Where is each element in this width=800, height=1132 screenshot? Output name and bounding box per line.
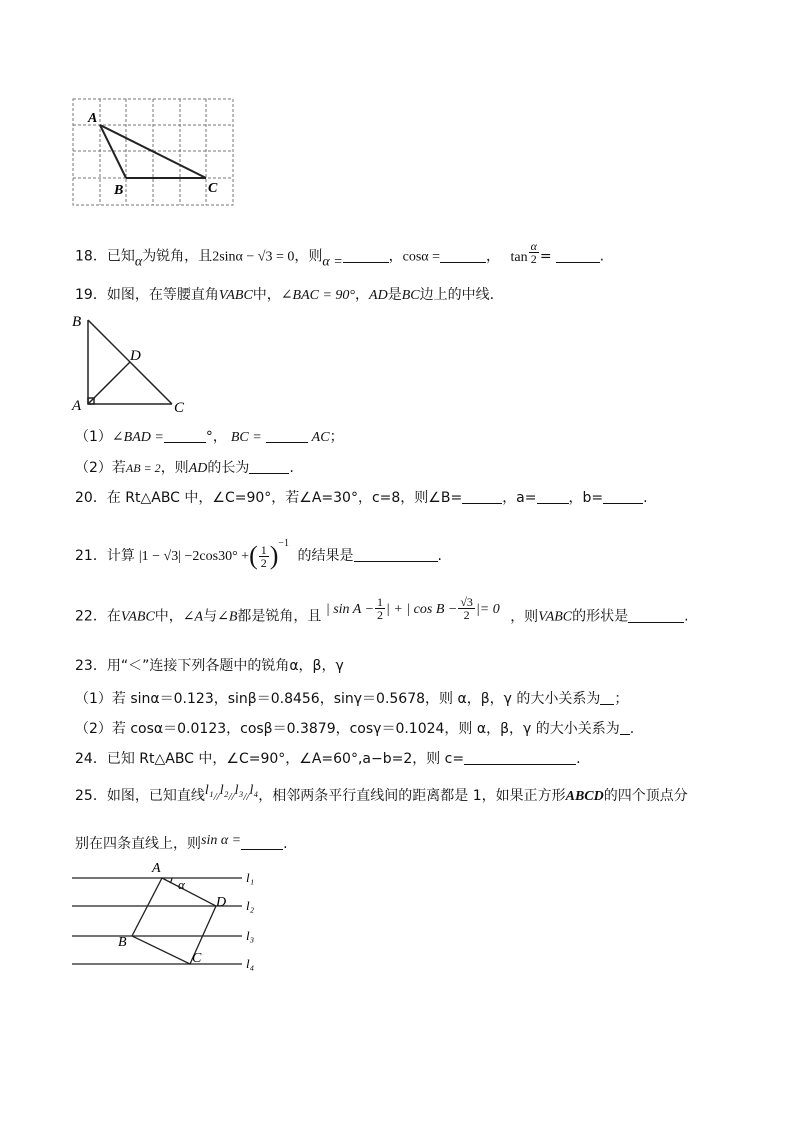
answer-blank[interactable] <box>537 489 569 504</box>
half-fraction: $\frac{1}{2}$ <box>377 595 384 622</box>
question-18: 18．已知α为锐角，且2sinα − √3 = 0，则α = ，cosα = ， tan $\frac{\alpha}{2}$ = . <box>75 239 605 270</box>
tan-fraction: $\frac{\alpha}{2}$ <box>530 239 537 266</box>
label-C: C <box>192 951 202 966</box>
answer-blank[interactable] <box>620 720 630 735</box>
answer-blank[interactable] <box>164 428 206 443</box>
question-19-part1: （1）∠BAD = °， BC = AC； <box>75 429 344 445</box>
label-l2: l₂ <box>246 898 255 913</box>
question-19-part2: （2）若AB = 2，则AD的长为 . <box>75 460 294 476</box>
answer-blank[interactable] <box>462 489 502 504</box>
answer-blank[interactable] <box>603 489 643 504</box>
label-A: A <box>72 398 82 414</box>
question-19: 19．如图，在等腰直角VABC中，∠BAC = 90°，AD是BC边上的中线. <box>75 287 495 303</box>
right-triangle-figure <box>70 312 200 414</box>
label-D: D <box>130 348 141 364</box>
answer-blank[interactable] <box>249 459 289 474</box>
root3-fraction: $\frac{√3}{2}$ <box>460 595 473 622</box>
answer-blank[interactable] <box>600 690 614 705</box>
label-alpha: α <box>178 877 185 892</box>
answer-blank[interactable] <box>556 248 600 263</box>
question-23-part1: （1）若 sinα＝0.123，sinβ＝0.8456，sinγ＝0.5678，则 α，β，γ 的大小关系为 ； <box>75 691 629 707</box>
question-24: 24．已知 Rt△ABC 中，∠C=90°，∠A=60°,a−b=2，则 c= . <box>75 751 581 767</box>
question-23-part2: （2）若 cosα＝0.0123，cosβ＝0.3879，cosγ＝0.1024，则 α，β，γ 的大小关系为 . <box>75 721 635 737</box>
label-l4: l₄ <box>246 956 255 971</box>
label-l3: l₃ <box>246 928 255 943</box>
question-25-line2: 别在四条直线上，则sin α = . <box>75 833 288 852</box>
question-22: 22．在VABC中，∠A与∠B都是锐角，且 | sin A − $\frac{1}{2}$ | + | cos B − $\frac{√3}{2}$ |= 0 ，则VABC的形状是 . <box>75 595 689 625</box>
answer-blank[interactable] <box>343 248 389 263</box>
label-B: B <box>72 314 82 330</box>
label-B: B <box>118 935 127 950</box>
parallel-lines-square-figure <box>70 858 270 976</box>
grid-triangle-figure <box>72 98 236 208</box>
answer-blank[interactable] <box>266 428 308 443</box>
label-A: A <box>88 111 98 126</box>
answer-blank[interactable] <box>628 608 684 623</box>
answer-blank[interactable] <box>464 750 576 765</box>
answer-blank[interactable] <box>440 248 486 263</box>
answer-blank[interactable] <box>354 547 438 562</box>
label-C: C <box>208 181 218 196</box>
label-l1: l₁ <box>246 870 255 885</box>
question-25: 25．如图，已知直线l₁//l₂//l₃//l₄，相邻两条平行直线间的距离都是 1，如果正方形ABCD的四个顶点分 <box>75 783 688 804</box>
label-C: C <box>174 400 185 414</box>
half-fraction: $\frac{1}{2}$ <box>260 542 267 570</box>
question-21: 21．计算 |1 − √3| −2cos30° +( $\frac{1}{2}$ )$^{-1}$ 的结果是 . <box>75 538 442 570</box>
label-B: B <box>114 183 124 198</box>
label-A: A <box>152 861 161 876</box>
question-20: 20．在 Rt△ABC 中，∠C=90°，若∠A=30°，c=8，则∠B= ，a= ，b= . <box>75 490 648 506</box>
answer-blank[interactable] <box>241 835 283 850</box>
label-D: D <box>216 895 227 910</box>
question-23: 23．用“＜”连接下列各题中的锐角α，β，γ <box>75 658 344 674</box>
